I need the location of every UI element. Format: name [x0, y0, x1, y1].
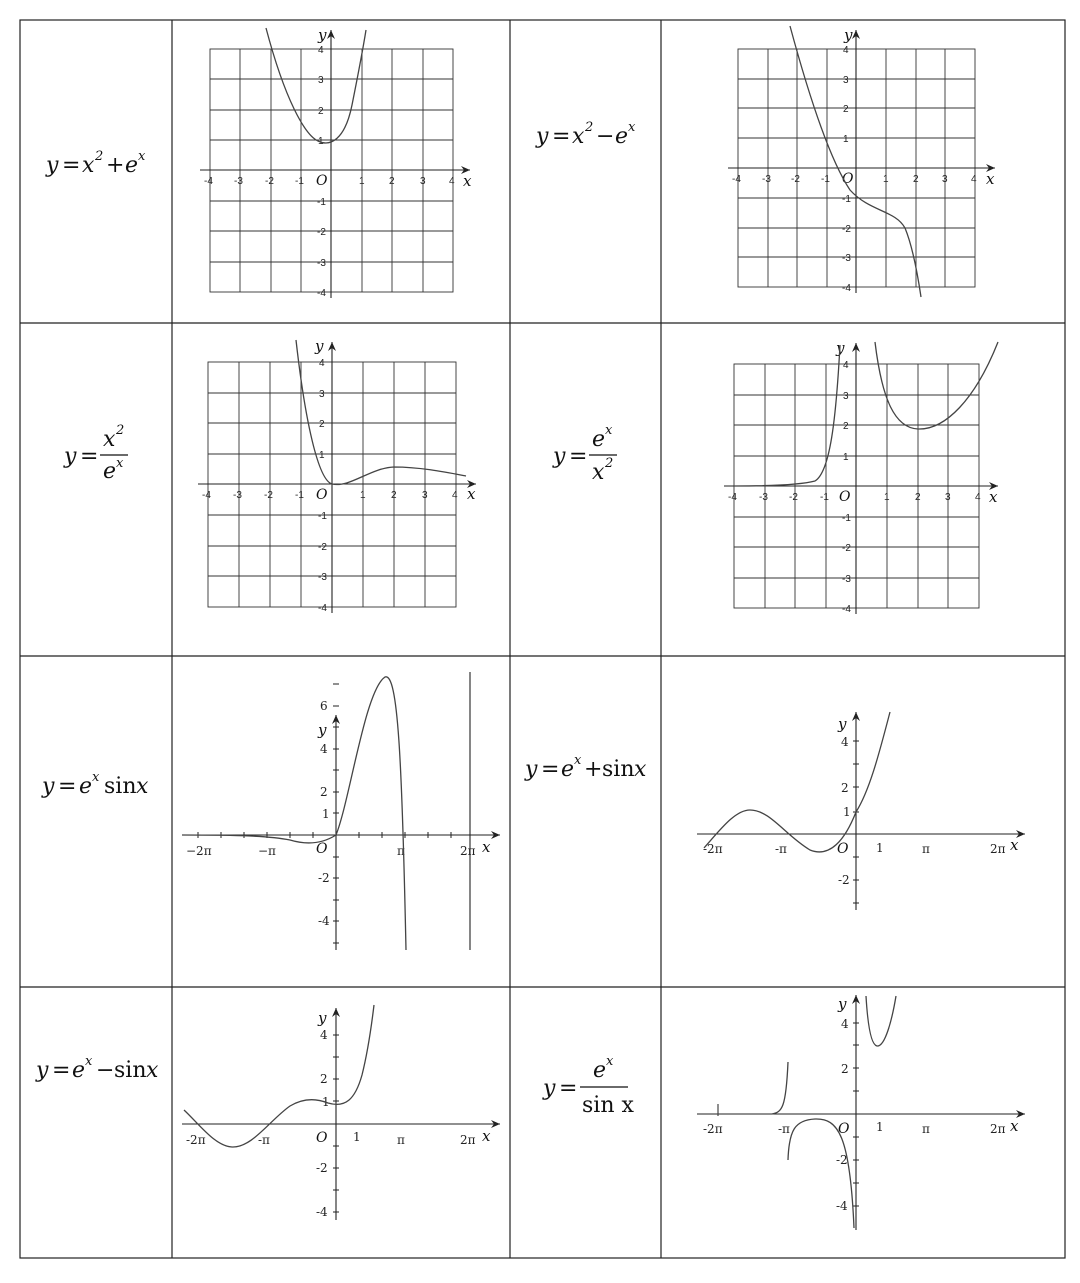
svg-text:x: x	[146, 1058, 159, 1083]
svg-text:2: 2	[391, 490, 397, 501]
function-curve	[704, 712, 890, 852]
svg-text:-4: -4	[317, 288, 326, 299]
svg-text:4: 4	[320, 742, 328, 756]
svg-text:+: +	[584, 757, 603, 782]
svg-text:-2π: -2π	[703, 1122, 723, 1136]
svg-text:=: =	[58, 774, 77, 799]
svg-text:3: 3	[422, 490, 428, 501]
svg-text:x: x	[574, 753, 582, 768]
svg-text:-3: -3	[233, 490, 242, 501]
svg-text:1: 1	[322, 1095, 330, 1109]
svg-text:-2: -2	[318, 542, 327, 553]
svg-text:=: =	[52, 1058, 71, 1083]
svg-text:-4: -4	[728, 492, 737, 503]
svg-text:−: −	[596, 124, 615, 149]
function-curve-left	[734, 345, 840, 486]
svg-text:e: e	[72, 1058, 86, 1083]
svg-text:4: 4	[843, 45, 849, 56]
svg-text:2: 2	[843, 421, 849, 432]
svg-text:1: 1	[884, 492, 890, 503]
svg-text:2: 2	[318, 106, 324, 117]
formula-p2	[535, 120, 636, 149]
x-axis-label: x	[1010, 1117, 1019, 1135]
svg-text:-1: -1	[821, 174, 830, 185]
svg-text:4: 4	[841, 1017, 849, 1031]
x-axis-label: x	[467, 485, 476, 503]
svg-text:−π: −π	[258, 844, 276, 858]
formula-p7	[35, 1054, 159, 1083]
svg-text:4: 4	[452, 490, 458, 501]
svg-text:-2: -2	[316, 1161, 328, 1175]
svg-text:x: x	[136, 774, 149, 799]
svg-text:-2: -2	[791, 174, 800, 185]
svg-text:-2: -2	[265, 176, 274, 187]
formula-p4	[552, 423, 617, 485]
svg-text:2: 2	[95, 149, 104, 164]
svg-text:2: 2	[843, 104, 849, 115]
function-curve	[182, 677, 406, 950]
y-axis-label: y	[318, 26, 327, 44]
svg-text:2π: 2π	[990, 1122, 1006, 1136]
svg-text:2π: 2π	[460, 844, 476, 858]
origin-label: O	[316, 1130, 328, 1146]
y-ticks	[842, 360, 851, 615]
svg-text:2π: 2π	[460, 1133, 476, 1147]
svg-text:-4: -4	[204, 176, 213, 187]
svg-text:1: 1	[876, 1120, 884, 1134]
svg-text:1: 1	[353, 1130, 361, 1144]
svg-text:-4: -4	[318, 603, 327, 614]
graph-p3	[198, 337, 476, 614]
svg-text:e: e	[103, 459, 117, 484]
x-ticks	[728, 492, 981, 503]
y-axis-label: y	[844, 26, 853, 44]
svg-text:-4: -4	[316, 1205, 328, 1219]
svg-text:x: x	[82, 153, 95, 178]
svg-text:-1: -1	[318, 511, 327, 522]
svg-text:3: 3	[319, 389, 325, 400]
function-curve-right	[875, 342, 998, 429]
svg-text:2: 2	[915, 492, 921, 503]
svg-text:1: 1	[843, 134, 849, 145]
origin-label: O	[316, 841, 328, 857]
svg-text:-3: -3	[762, 174, 771, 185]
svg-text:3: 3	[945, 492, 951, 503]
x-ticks	[202, 490, 458, 501]
formula-p3	[63, 423, 128, 484]
svg-text:4: 4	[841, 735, 849, 749]
svg-text:y: y	[525, 757, 538, 782]
svg-text:-3: -3	[842, 253, 851, 264]
svg-text:x: x	[85, 1054, 93, 1069]
svg-text:-1: -1	[820, 492, 829, 503]
svg-text:2: 2	[389, 176, 395, 187]
svg-text:+: +	[106, 153, 125, 178]
svg-text:1: 1	[360, 490, 366, 501]
svg-text:=: =	[541, 757, 560, 782]
svg-text:3: 3	[843, 391, 849, 402]
origin-label: O	[837, 841, 849, 857]
svg-text:-π: -π	[778, 1122, 790, 1136]
svg-text:π: π	[922, 1122, 930, 1136]
graph-p1	[200, 26, 472, 299]
svg-text:e: e	[592, 427, 606, 452]
x-ticks	[703, 841, 1006, 856]
svg-text:-π: -π	[258, 1133, 270, 1147]
y-axis-label: y	[838, 995, 847, 1013]
svg-text:e: e	[561, 757, 575, 782]
svg-text:e: e	[79, 774, 93, 799]
svg-text:-4: -4	[732, 174, 741, 185]
svg-text:-4: -4	[842, 283, 851, 294]
x-axis-label: x	[482, 1127, 491, 1145]
svg-text:1: 1	[319, 450, 325, 461]
svg-text:-1: -1	[295, 176, 304, 187]
x-ticks	[186, 844, 476, 858]
svg-text:e: e	[593, 1058, 607, 1083]
graph-p6	[697, 712, 1025, 910]
svg-text:=: =	[62, 153, 81, 178]
graph-p4	[724, 339, 998, 615]
svg-text:2: 2	[605, 456, 614, 471]
svg-text:-4: -4	[202, 490, 211, 501]
svg-text:3: 3	[843, 75, 849, 86]
x-ticks	[186, 1130, 476, 1147]
y-ticks	[842, 45, 851, 294]
x-ticks	[204, 176, 455, 187]
svg-text:-2: -2	[317, 227, 326, 238]
y-ticks	[836, 1017, 849, 1213]
svg-text:2: 2	[116, 423, 125, 438]
y-axis-label: y	[315, 337, 324, 355]
origin-label: O	[316, 173, 328, 189]
svg-text:=: =	[80, 444, 99, 469]
svg-text:x: x	[592, 460, 605, 485]
svg-text:=: =	[552, 124, 571, 149]
svg-text:x: x	[634, 757, 647, 782]
svg-text:-3: -3	[234, 176, 243, 187]
svg-text:-2: -2	[318, 871, 330, 885]
svg-text:-2: -2	[264, 490, 273, 501]
y-ticks	[318, 358, 327, 614]
svg-text:π: π	[397, 1133, 405, 1147]
origin-label: O	[842, 171, 854, 187]
svg-text:3: 3	[318, 75, 324, 86]
svg-text:1: 1	[876, 841, 884, 855]
svg-text:sin x: sin x	[582, 1093, 634, 1118]
svg-text:2π: 2π	[990, 842, 1006, 856]
svg-text:-2: -2	[789, 492, 798, 503]
svg-text:x: x	[103, 427, 116, 452]
y-axis-label: y	[318, 721, 327, 739]
svg-text:3: 3	[942, 174, 948, 185]
svg-text:6: 6	[320, 699, 328, 713]
svg-text:1: 1	[843, 452, 849, 463]
svg-text:y: y	[543, 1076, 556, 1101]
svg-text:1: 1	[318, 136, 324, 147]
svg-text:-4: -4	[836, 1199, 848, 1213]
origin-label: O	[316, 487, 328, 503]
svg-text:-2π: -2π	[703, 842, 723, 856]
svg-text:-3: -3	[317, 258, 326, 269]
x-axis-label: x	[482, 838, 491, 856]
function-curve	[266, 28, 366, 143]
y-axis-label: y	[318, 1009, 327, 1027]
svg-text:-2: -2	[838, 873, 850, 887]
svg-text:1: 1	[322, 807, 330, 821]
x-axis-label: x	[989, 488, 998, 506]
svg-text:2: 2	[320, 785, 328, 799]
svg-text:-1: -1	[842, 513, 851, 524]
svg-text:4: 4	[319, 358, 325, 369]
x-axis-label: x	[986, 170, 995, 188]
y-ticks	[317, 45, 326, 299]
svg-text:4: 4	[449, 176, 455, 187]
svg-text:1: 1	[359, 176, 365, 187]
svg-text:1: 1	[883, 174, 889, 185]
svg-text:2: 2	[913, 174, 919, 185]
x-ticks	[732, 174, 977, 185]
svg-text:-3: -3	[842, 574, 851, 585]
svg-text:4: 4	[971, 174, 977, 185]
svg-text:y: y	[42, 774, 55, 799]
svg-text:4: 4	[318, 45, 324, 56]
svg-text:-3: -3	[318, 572, 327, 583]
svg-text:y: y	[46, 153, 59, 178]
svg-text:-4: -4	[842, 604, 851, 615]
svg-text:π: π	[922, 842, 930, 856]
y-axis-label: y	[836, 339, 845, 357]
y-axis-label: y	[838, 715, 847, 733]
svg-text:-2π: -2π	[186, 1133, 206, 1147]
svg-text:1: 1	[843, 805, 851, 819]
graph-p8	[697, 995, 1025, 1230]
formula-p6	[524, 753, 647, 782]
svg-text:2: 2	[841, 1062, 849, 1076]
svg-text:=: =	[559, 1076, 578, 1101]
svg-text:-1: -1	[842, 194, 851, 205]
svg-text:4: 4	[975, 492, 981, 503]
svg-text:-1: -1	[295, 490, 304, 501]
origin-label: O	[838, 1121, 850, 1137]
svg-text:-π: -π	[775, 842, 787, 856]
svg-text:-1: -1	[317, 197, 326, 208]
origin-label: O	[839, 489, 851, 505]
y-ticks	[838, 735, 851, 887]
svg-text:−2π: −2π	[186, 844, 212, 858]
svg-text:2: 2	[585, 120, 594, 135]
svg-text:x: x	[628, 120, 636, 135]
x-axis-label: x	[1010, 836, 1019, 854]
graph-p2	[728, 26, 995, 297]
x-ticks	[703, 1120, 1006, 1136]
svg-text:4: 4	[320, 1028, 328, 1042]
formula-p5	[41, 770, 149, 799]
svg-text:y: y	[64, 444, 77, 469]
svg-text:e: e	[615, 124, 629, 149]
svg-text:π: π	[397, 844, 405, 858]
svg-text:-3: -3	[759, 492, 768, 503]
svg-text:-2: -2	[836, 1153, 848, 1167]
svg-text:=: =	[569, 444, 588, 469]
svg-text:y: y	[553, 444, 566, 469]
graph-p7	[182, 1005, 500, 1220]
svg-text:-2: -2	[842, 224, 851, 235]
svg-text:x: x	[572, 124, 585, 149]
svg-text:sin: sin	[104, 774, 137, 799]
svg-text:4: 4	[843, 360, 849, 371]
svg-text:y: y	[536, 124, 549, 149]
svg-text:-4: -4	[318, 914, 330, 928]
svg-text:2: 2	[319, 419, 325, 430]
svg-text:e: e	[125, 153, 139, 178]
graph-p5	[182, 672, 500, 950]
svg-text:x: x	[606, 1054, 614, 1069]
svg-text:3: 3	[420, 176, 426, 187]
table-borders	[20, 20, 1065, 1258]
x-axis-label: x	[463, 172, 472, 190]
function-curve-branch-3	[866, 996, 896, 1046]
svg-text:x: x	[605, 423, 613, 438]
svg-text:2: 2	[320, 1072, 328, 1086]
svg-text:x: x	[138, 149, 146, 164]
svg-text:x: x	[116, 456, 124, 471]
formula-p1	[45, 149, 146, 178]
svg-text:sin: sin	[114, 1058, 147, 1083]
svg-text:x: x	[92, 770, 100, 785]
svg-text:-2: -2	[842, 543, 851, 554]
function-curve-branch-1	[772, 1062, 788, 1114]
svg-text:2: 2	[841, 781, 849, 795]
function-curve	[184, 1005, 374, 1147]
svg-text:−: −	[96, 1058, 115, 1083]
formula-p8	[542, 1054, 634, 1118]
svg-text:sin: sin	[602, 757, 635, 782]
svg-text:y: y	[36, 1058, 49, 1083]
